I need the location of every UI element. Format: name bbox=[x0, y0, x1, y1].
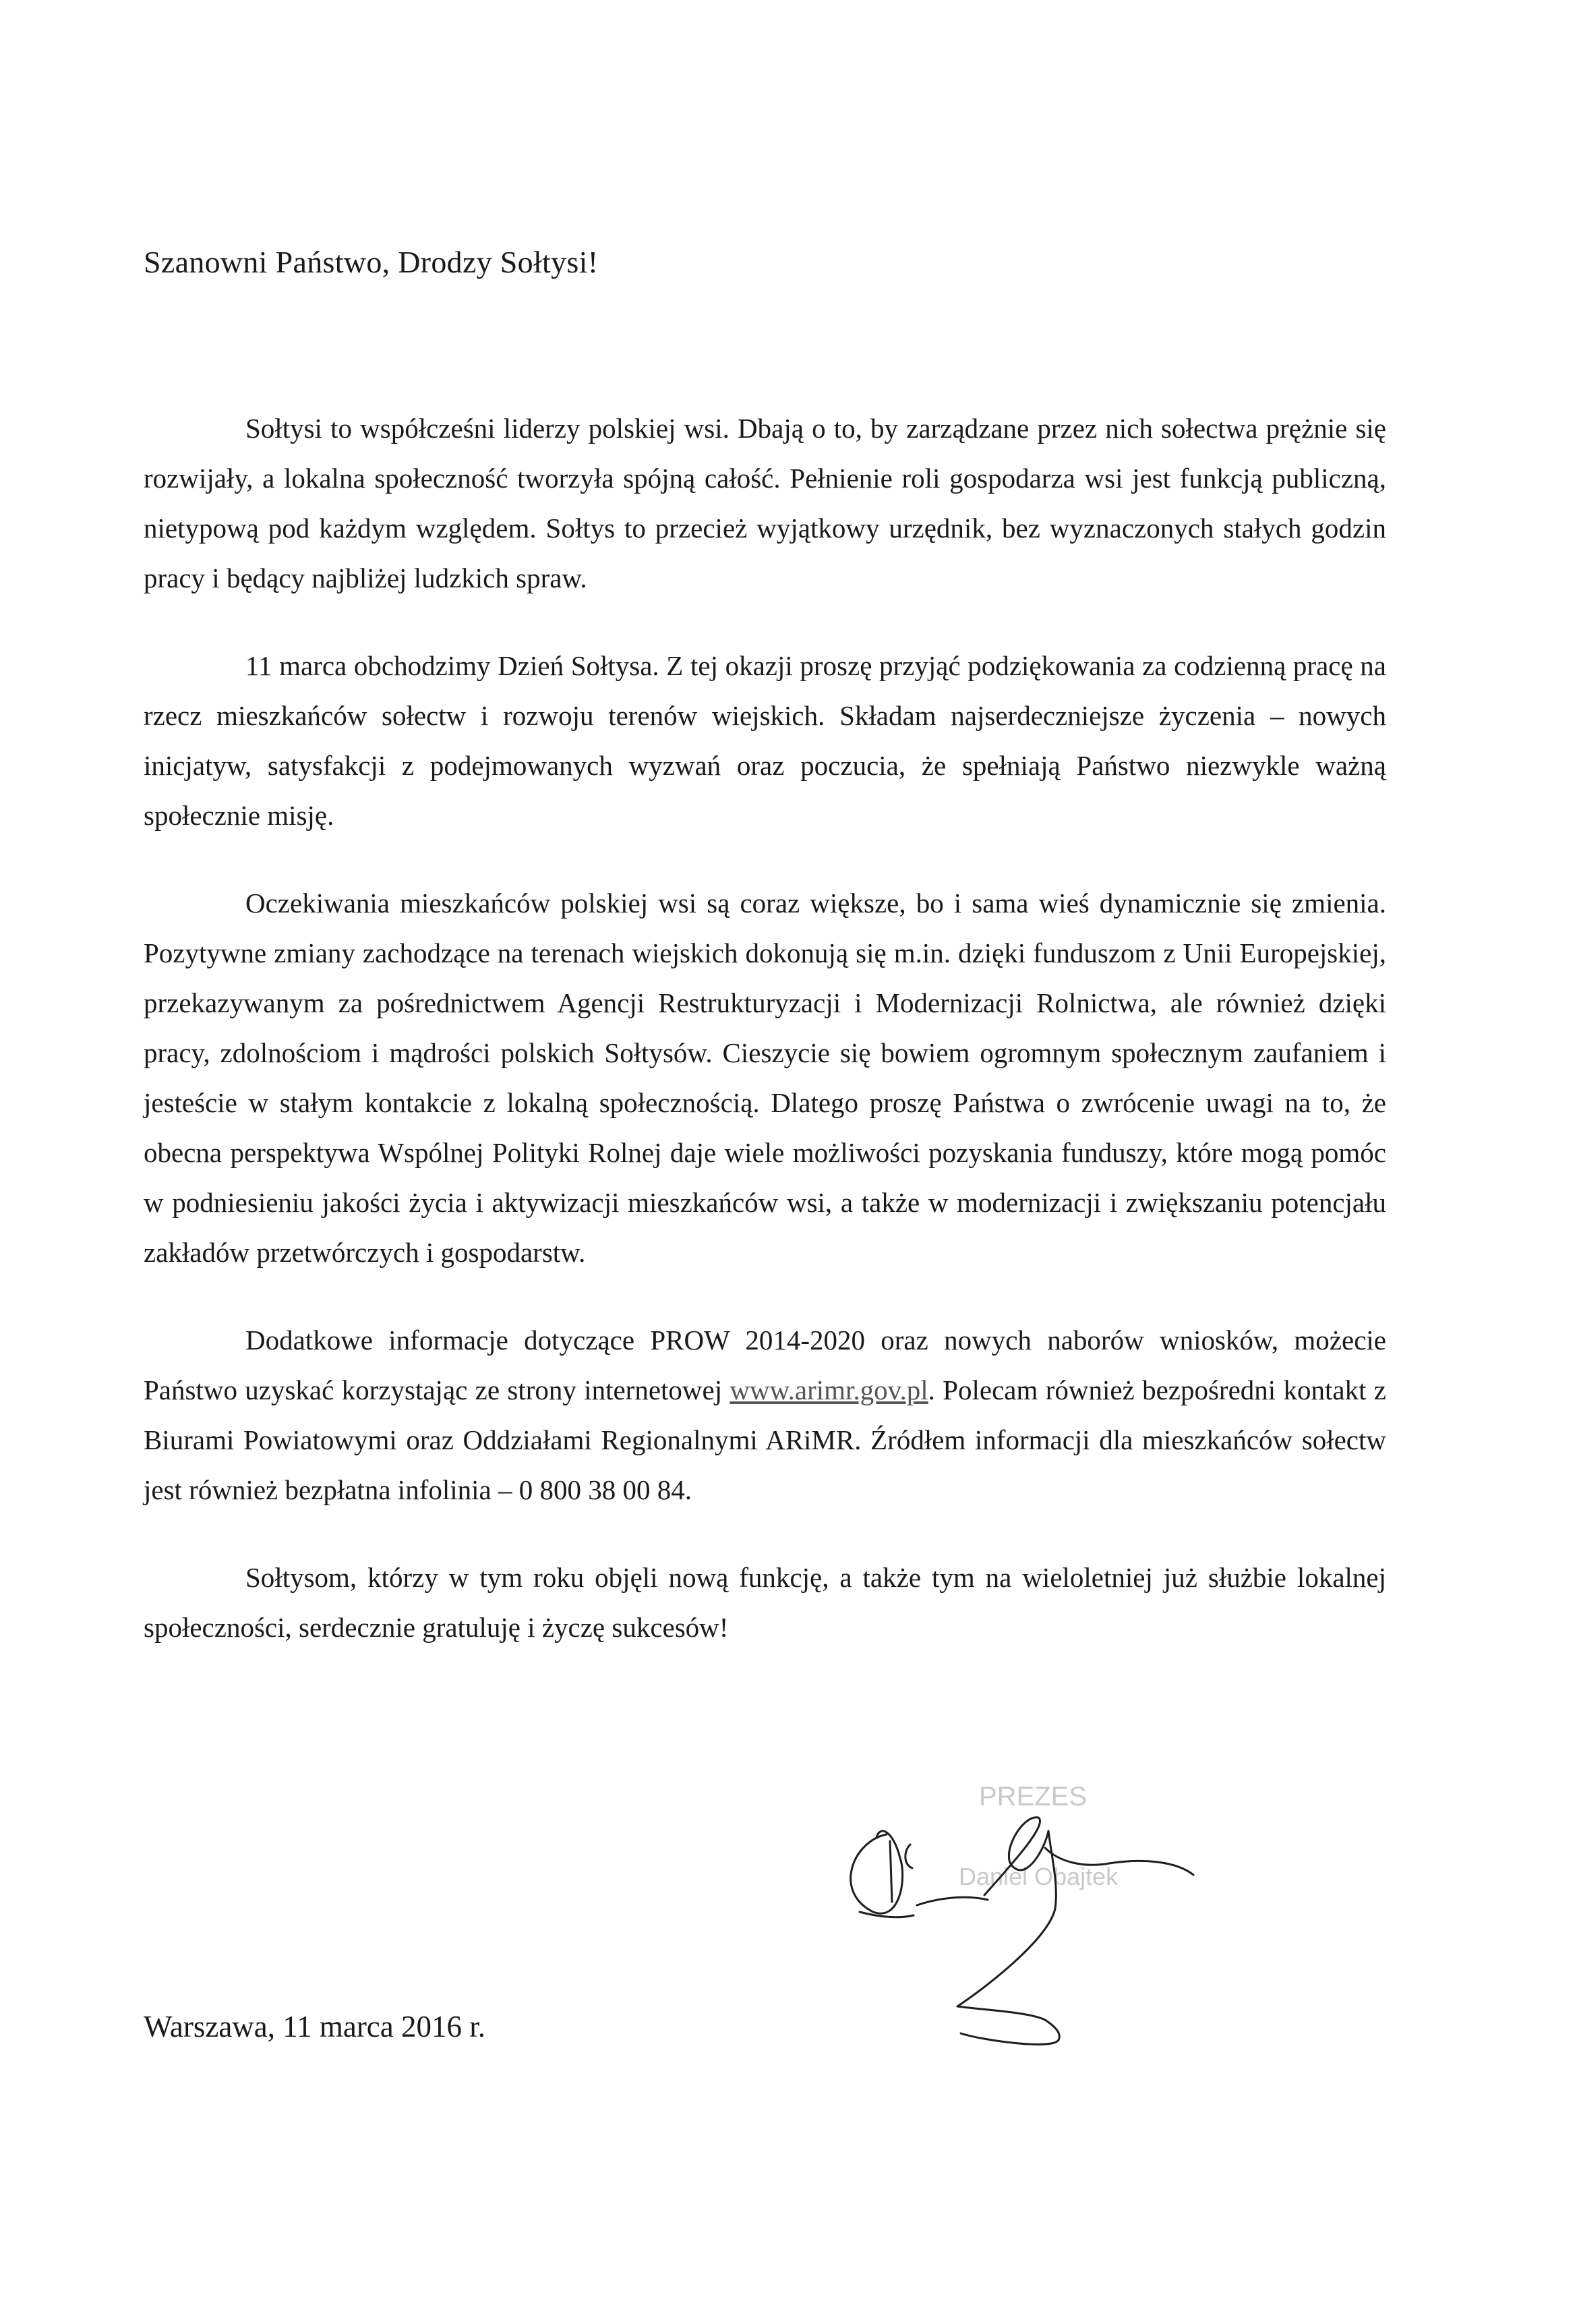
paragraph-5: Sołtysom, którzy w tym roku objęli nową funkcję, a także tym na wieloletniej już służbie lokalnej społeczności, serdecznie gratuluję i życzę sukcesów! bbox=[144, 1562, 1386, 1643]
paragraph-4 bbox=[144, 1315, 1386, 1515]
paragraph-2: 11 marca obchodzimy Dzień Sołtysa. Z tej okazji proszę przyjąć podziękowania za codzienną pracę na rzecz mieszkańców sołectw i rozwoju terenów wiejskich. Składam najserdeczniejsze życzenia – nowych inicjatyw, satysfakcji z podejmowanych wyzwań oraz poczucia, że spełniają Państwo niezwykle ważną społecznie misję. bbox=[144, 650, 1386, 831]
letter-body bbox=[144, 403, 1386, 1690]
paragraph-4-text-end: . Polecam również bezpośredni kontakt z Biurami Powiatowymi oraz Oddziałami Regionalnymi ARiMR. Źródłem informacji dla mieszkańców sołectw jest również bezpłatna infolinia – 0 800 38 00 84. bbox=[144, 1374, 1386, 1505]
paragraph-1: Sołtysi to współcześni liderzy polskiej wsi. Dbają o to, by zarządzane przez nich sołectwa prężnie się rozwijały, a lokalna społeczność tworzyła spójną całość. Pełnienie roli gospodarza wsi jest funkcją publiczną, nietypową pod każdym względem. Sołtys to przecież wyjątkowy urzędnik, bez wyznaczonych stałych godzin pracy i będący najbliżej ludzkich spraw. bbox=[144, 413, 1386, 593]
website-link[interactable]: www.arimr.gov.pl bbox=[730, 1374, 928, 1405]
stamp-name: Daniel Obajtek bbox=[959, 1863, 1119, 1890]
place-date: Warszawa, 11 marca 2016 r. bbox=[144, 2010, 485, 2043]
stamp-title: PREZES bbox=[979, 1782, 1088, 1811]
signature-with-stamp bbox=[826, 1750, 1203, 2060]
salutation: Szanowni Państwo, Drodzy Sołtysi! bbox=[144, 245, 599, 279]
signature-strokes bbox=[851, 1818, 1193, 2045]
paragraph-4-text-start: Dodatkowe informacje dotyczące PROW 2014-2020 oraz nowych naborów wniosków, możecie Państwo uzyskać korzystając ze strony internetowej bbox=[144, 1325, 1386, 1405]
paragraph-3: Oczekiwania mieszkańców polskiej wsi są coraz większe, bo i sama wieś dynamicznie się zmienia. Pozytywne zmiany zachodzące na terenach wiejskich dokonują się m.in. dzięki funduszom z Unii Europejskiej, przekazywanym za pośrednictwem Agencji Restrukturyzacji i Modernizacji Rolnictwa, ale również dzięki pracy, zdolnościom i mądrości polskich Sołtysów. Cieszycie się bowiem ogromnym społecznym zaufaniem i jesteście w stałym kontakcie z lokalną społecznością. Dlatego proszę Państwa o zwrócenie uwagi na to, że obecna perspektywa Wspólnej Polityki Rolnej daje wiele możliwości pozyskania funduszy, które mogą pomóc w podniesieniu jakości życia i aktywizacji mieszkańców wsi, a także w modernizacji i zwiększaniu potencjału zakładów przetwórczych i gospodarstw. bbox=[144, 888, 1386, 1268]
